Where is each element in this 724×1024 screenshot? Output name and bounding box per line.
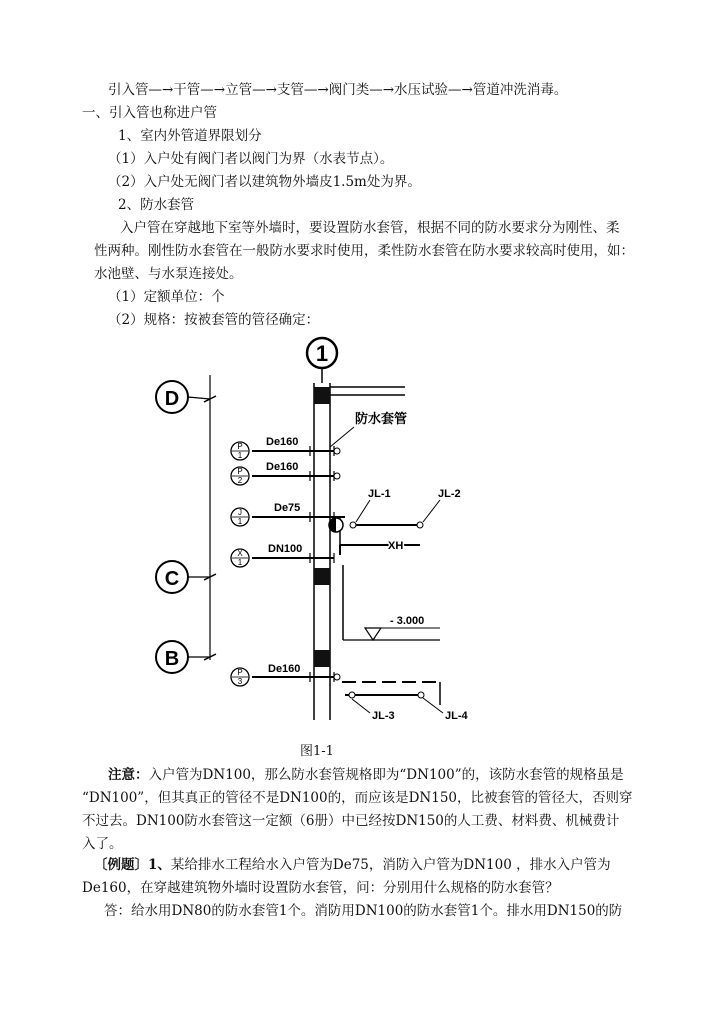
paragraph-line: 水池壁、与水泵连接处。 xyxy=(94,266,243,282)
column-block xyxy=(314,568,330,585)
example-line: De160，在穿越建筑物外墙时设置防水套管，问：分别用什么规格的防水套管？ xyxy=(82,880,559,896)
pipe-de75 xyxy=(252,502,334,522)
xh-label: XH xyxy=(388,540,404,552)
note-label: 注意： xyxy=(108,767,149,783)
subsection-title: 1、室内外管道界限划分 xyxy=(118,128,262,144)
svg-text:1: 1 xyxy=(237,451,243,460)
note-text: 入户管为DN100，那么防水套管规格即为“DN100”的，该防水套管的规格虽是 xyxy=(148,767,624,783)
svg-text:X: X xyxy=(237,549,243,558)
sleeve-label: 防水套管 xyxy=(355,412,408,427)
note-line xyxy=(108,766,624,784)
note-line: “DN100”，但其真正的管径不是DN100的，而应该是DN150，比被套管的管径大，否则穿 xyxy=(82,790,633,806)
svg-text:P: P xyxy=(237,668,243,677)
svg-text:3: 3 xyxy=(237,677,243,686)
flow-line: 引入管—→干管—→立管—→支管—→阀门类—→水压试验—→管道冲洗消毒。 xyxy=(108,82,568,98)
jl1-label: JL-1 xyxy=(368,488,391,500)
figure-caption: 图1-1 xyxy=(300,744,334,759)
pipe-label: De160 xyxy=(268,663,301,675)
list-item: （1）入户处有阀门者以阀门为界（水表节点）。 xyxy=(108,151,394,167)
column-block xyxy=(314,387,330,404)
example-line xyxy=(94,856,611,874)
svg-text:2: 2 xyxy=(237,476,243,485)
answer-line: 答：给水用DN80的防水套管1个。消防用DN100的防水套管1个。排水用DN150的防 xyxy=(104,903,623,919)
jl3-label: JL-3 xyxy=(372,710,395,722)
pipe-tag-x1 xyxy=(231,549,249,567)
paragraph-line: 入户管在穿越地下室等外墙时，要设置防水套管，根据不同的防水要求分为刚性、柔 xyxy=(120,220,620,236)
subsection-title: 2、防水套管 xyxy=(118,197,195,213)
pipe-label: De75 xyxy=(274,502,301,514)
pipe-de160-1 xyxy=(252,436,340,456)
axis-b-label: B xyxy=(164,648,180,670)
pipe-label: De160 xyxy=(266,436,299,448)
note-line: 入了。 xyxy=(82,836,123,852)
elevation-label: - 3.000 xyxy=(390,615,425,627)
jl2-label: JL-2 xyxy=(438,488,461,500)
pipe-de160-2 xyxy=(252,461,340,481)
jl4-label: JL-4 xyxy=(445,710,468,722)
pipe-diagram xyxy=(140,335,510,730)
list-item: （2）规格：按被套管的管径确定： xyxy=(108,312,320,328)
axis-d-label: D xyxy=(164,388,180,410)
pipe-tag-p2 xyxy=(231,467,249,485)
svg-text:P: P xyxy=(237,467,243,476)
pipe-dn100 xyxy=(252,543,334,563)
note-line: 不过去。DN100防水套管这一定额（6册）中已经按DN150的人工费、材料费、机械费计 xyxy=(82,813,620,829)
pipe-label: De160 xyxy=(266,461,299,473)
list-item: （2）入户处无阀门者以建筑物外墙皮1.5m处为界。 xyxy=(108,174,421,190)
paragraph-line: 性两种。刚性防水套管在一般防水要求时使用，柔性防水套管在防水要求较高时使用，如： xyxy=(94,243,634,259)
svg-text:1: 1 xyxy=(237,558,243,567)
column-block xyxy=(314,650,330,667)
pipe-tag-p1 xyxy=(231,442,249,460)
example-text: 某给排水工程给水入户管为De75，消防入户管为DN100 ，排水入户管为 xyxy=(170,857,611,873)
svg-text:P: P xyxy=(237,442,243,451)
svg-text:J: J xyxy=(238,508,242,517)
list-item: （1）定额单位：个 xyxy=(108,289,225,305)
section-title: 一、引入管也称进户管 xyxy=(82,105,217,121)
pipe-label: DN100 xyxy=(268,543,303,555)
axis-1-label: 1 xyxy=(315,341,329,366)
axis-c-label: C xyxy=(164,568,180,590)
pipe-tag-p3 xyxy=(231,668,249,686)
pipe-tag-j1 xyxy=(231,508,249,526)
example-label: 〔例题〕1、 xyxy=(94,857,171,873)
svg-text:1: 1 xyxy=(237,517,243,526)
